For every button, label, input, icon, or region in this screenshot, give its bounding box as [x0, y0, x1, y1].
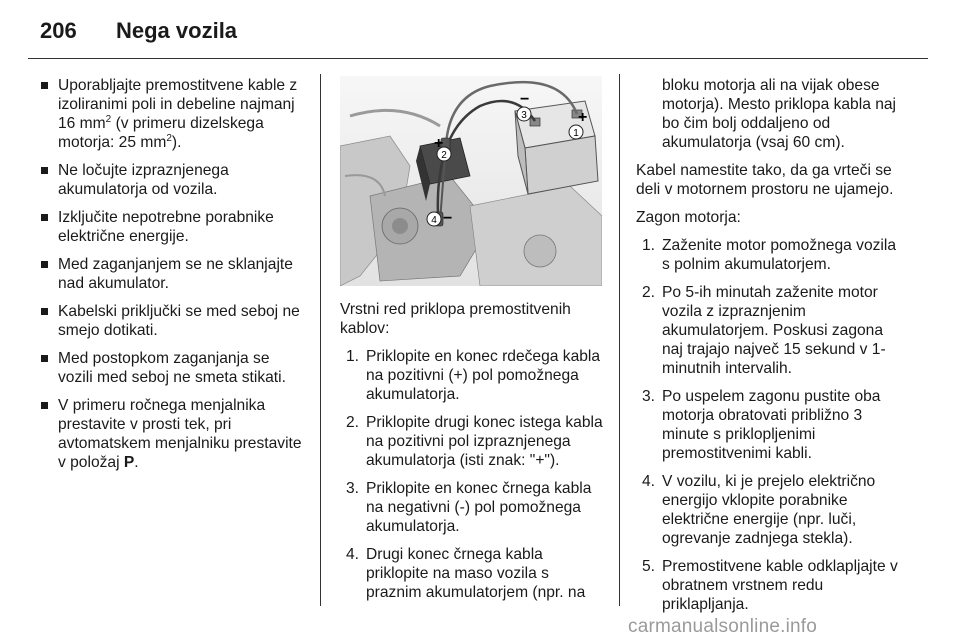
bullet-marker: [41, 82, 48, 89]
gear-position: P: [123, 454, 135, 471]
jump-start-illustration: [340, 76, 602, 286]
page-title: Nega vozila: [116, 18, 238, 43]
bullet-text: (v primeru dizelskega motorja: 25 mm: [58, 115, 264, 151]
bullet-text: Ne ločujte izpraznjenega akumulatorja od vozila.: [58, 162, 229, 198]
step-text: Po uspelem zagonu pustite oba motorja obratovati približno 3 minute s priklopljenimi premostitvenimi kabli.: [662, 388, 881, 462]
list-item: [340, 479, 608, 536]
list-item: [636, 236, 908, 274]
bullet-text: Med zaganjanjem se ne sklanjajte nad akumulator.: [58, 256, 293, 292]
connection-intro: Vrstni red priklopa premostitvenih kablov:: [340, 301, 571, 337]
column-divider-left: [320, 74, 321, 606]
callout-label: 4: [431, 215, 437, 226]
header-divider: [28, 58, 928, 59]
list-item: [636, 557, 908, 614]
list-item: [40, 161, 308, 199]
list-item: [40, 349, 308, 387]
superscript: 2: [105, 113, 112, 125]
list-item: [40, 302, 308, 340]
list-item: [636, 283, 908, 378]
start-procedure-column: [636, 76, 908, 623]
plus-sign-icon: +: [578, 109, 588, 126]
step-text: V vozilu, ki je prejelo električno energijo vklopite porabnike električne energije (npr. luči, ogrevanje zadnjega stekla).: [662, 473, 876, 547]
callout-label: 3: [521, 110, 527, 121]
plus-sign-icon: +: [434, 135, 444, 152]
bullet-text: Kabelski priključki se med seboj ne smejo dotikati.: [58, 303, 300, 339]
step-text: Zaženite motor pomožnega vozila s polnim akumulatorjem.: [662, 237, 897, 273]
bullet-marker: [41, 355, 48, 362]
watermark-text: carmanualsonline.info: [628, 616, 818, 637]
cable-routing-note: Kabel namestite tako, da ga vrteči se deli v motornem prostoru ne ujamejo.: [636, 162, 894, 198]
bullet-marker: [41, 261, 48, 268]
step-text: Priklopite en konec rdečega kabla na pozitivni (+) pol pomožnega akumulatorja.: [366, 348, 601, 403]
list-item: [340, 545, 608, 602]
bullet-text: Izključite nepotrebne porabnike električne energije.: [58, 209, 274, 245]
step-number: 3.: [346, 480, 360, 497]
list-item: [340, 413, 608, 470]
step-text: Priklopite en konec črnega kabla na negativni (-) pol pomožnega akumulatorja.: [366, 480, 592, 535]
bullet-text: Uporabljajte premostitvene kable z izoliranimi poli in debeline najmanj 16 mm: [58, 77, 298, 132]
bullet-marker: [41, 214, 48, 221]
step-text: Priklopite drugi konec istega kabla na pozitivni pol izpraznjenega akumulatorja (isti znak: "+").: [366, 414, 603, 469]
callout-label: 1: [573, 128, 579, 139]
start-steps: [636, 236, 908, 614]
list-item: [636, 387, 908, 463]
list-item: [40, 208, 308, 246]
bullet-text: .: [134, 454, 139, 471]
superscript: 2: [166, 132, 172, 144]
bullet-text: Med postopkom zaganjanja se vozili med seboj ne smeta stikati.: [58, 350, 286, 386]
column-divider-right: [619, 74, 620, 606]
bullet-marker: [41, 402, 48, 409]
bullet-marker: [41, 167, 48, 174]
bullet-text: ).: [171, 134, 182, 151]
list-item: [40, 76, 308, 152]
minus-sign-icon: −: [520, 91, 530, 108]
step-number: 3.: [642, 388, 656, 405]
page-number: 206: [40, 18, 77, 43]
connection-steps: [340, 347, 608, 602]
step-number: 2.: [346, 414, 360, 431]
connection-order-column: [340, 300, 608, 611]
step-number: 4.: [642, 473, 656, 490]
step-number: 2.: [642, 284, 656, 301]
step-number: 1.: [642, 237, 656, 254]
step-text: Po 5-ih minutah zaženite motor vozila z izpraznjenim akumulatorjem. Poskusi zagona naj trajajo največ 15 sekund v 1-minutnih intervalih.: [662, 284, 886, 377]
bullet-marker: [41, 308, 48, 315]
step-continuation: bloku motorja ali na vijak obese motorja). Mesto priklopa kabla naj bo čim bolj oddaljeno od akumulatorja (vsaj 60 cm).: [662, 77, 897, 151]
step-number: 4.: [346, 546, 360, 563]
list-item: [636, 472, 908, 548]
engine-bay-drawing: [340, 76, 602, 286]
list-item: [40, 396, 308, 472]
step-number: 5.: [642, 558, 656, 575]
step-text: Premostitvene kable odklapljajte v obratnem vrstnem redu priklapljanja.: [662, 558, 898, 613]
bullet-text: V primeru ročnega menjalnika prestavite v prosti tek, pri avtomatskem menjalniku prestavite v položaj: [58, 397, 302, 471]
callout-label: 2: [441, 150, 447, 161]
list-item: [40, 255, 308, 293]
start-heading: Zagon motorja:: [636, 209, 741, 226]
page-header: [0, 0, 960, 58]
safety-bullet-list: [40, 76, 308, 472]
step-text: Drugi konec črnega kabla priklopite na maso vozila s praznim akumulatorjem (npr. na: [366, 546, 586, 601]
safety-bullets-column: [40, 76, 308, 481]
minus-sign-icon: −: [443, 210, 453, 227]
list-item: [340, 347, 608, 404]
step-number: 1.: [346, 348, 360, 365]
